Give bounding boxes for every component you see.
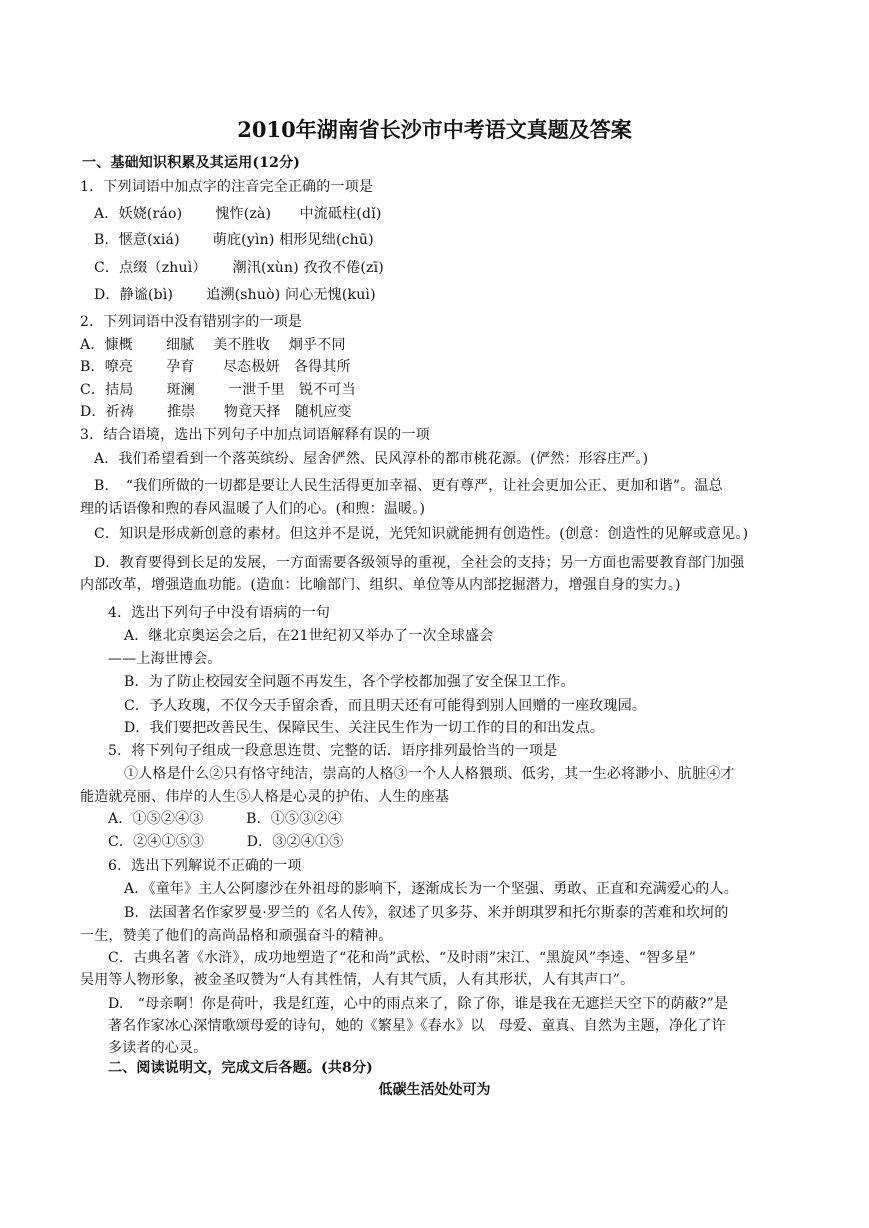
q6-option-d-line3: 多读者的心灵。 (108, 1040, 208, 1056)
q2-option-c: C．拮局 斑澜 一泄千里 锐不可当 (80, 382, 356, 398)
q6-option-d-line2: 著名作家冰心深情歌颂母爱的诗句，她的《繁星》《春水》以 母爱、童真、自然为主题，净化了许 (108, 1018, 726, 1034)
q5-options-ab: A．①⑤②④③ B．①⑤③②④ (108, 811, 342, 827)
q6-option-c-line1: C．古典名著《水浒》，成功地塑造了“花和尚”武松、“及时雨”宋江、“黑旋风”李逵、“智多星” (108, 950, 697, 966)
q4-option-a-line1: A．继北京奥运会之后，在21世纪初又举办了一次全球盛会 (124, 628, 494, 644)
q6-option-b-line1: B．法国著名作家罗曼·罗兰的《名人传》，叙述了贝多芬、米并朗琪罗和托尔斯泰的苦难和坎坷的 (124, 905, 729, 921)
q1-option-c: C．点缀（zhuì） 潮汛(xùn) 孜孜不倦(zī) (94, 260, 384, 276)
q3-option-b-line2: 理的话语像和煦的春风温暖了人们的心。(和煦：温暖。) (80, 501, 426, 517)
q6-option-a: A．《童年》主人公阿廖沙在外祖母的影响下，逐渐成长为一个坚强、勇敢、正直和充满爱心的人。 (124, 881, 738, 897)
section2-heading: 二、阅读说明文，完成文后各题。(共8分) (108, 1060, 373, 1076)
q2-stem: 2．下列词语中没有错别字的一项是 (80, 314, 303, 330)
q4-option-c: C．予人玫瑰，不仅今天手留余香，而且明天还有可能得到别人回赠的一座玫瑰园。 (124, 698, 647, 714)
article-title: 低碳生活处处可为 (378, 1082, 491, 1098)
q1-option-b: B．惬意(xiá) 萌庇(yìn) 相形见绌(chū) (94, 232, 374, 248)
q2-option-a: A．慷概 细腻 美不胜收 炯乎不同 (80, 337, 346, 353)
page-title: 2010年湖南省长沙市中考语文真题及答案 (237, 117, 632, 142)
q3-option-b-line1: B． “我们所做的一切都是要让人民生活得更加幸福、更有尊严，让社会更加公正、更加和谐”。温总 (94, 478, 723, 494)
q3-option-a: A．我们希望看到一个落英缤纷、屋舍俨然、民风淳朴的都市桃花源。(俨然：形容庄严。) (94, 451, 649, 467)
q6-option-d-line1: D. “母亲啊！你是荷叶，我是红莲，心中的雨点来了，除了你，谁是我在无遮拦天空下的荫蔽?”是 (108, 996, 729, 1012)
q3-stem: 3．结合语境，选出下列句子中加点词语解释有误的一项 (80, 427, 430, 443)
q4-option-b: B．为了防止校园安全问题不再发生，各个学校都加强了安全保卫工作。 (124, 674, 575, 690)
q4-option-a-line2: ——上海世博会。 (108, 651, 222, 667)
q4-option-d: D．我们要把改善民生、保障民生、关注民生作为一切工作的目的和出发点。 (124, 720, 605, 736)
q1-option-d: D．静谧(bì) 追溯(shuò) 问心无愧(kuì) (94, 287, 376, 303)
q5-text-line2: 能造就亮丽、伟岸的人生⑤人格是心灵的护佑、人生的座基 (80, 789, 450, 805)
q3-option-d-line2: 内部改革，增强造血功能。(造血：比喻部门、组织、单位等从内部挖掘潜力，增强自身的实力。) (80, 577, 681, 593)
q4-stem: 4．选出下列句子中没有语病的一句 (108, 605, 331, 621)
q6-stem: 6．选出下列解说不正确的一项 (108, 858, 302, 874)
section1-heading: 一、基础知识积累及其运用(12分) (82, 155, 301, 171)
q5-text-line1: ①人格是什么②只有恪守纯洁，崇高的人格③一个人人格猥琐、低劣，其一生必将渺小、肮脏④才 (124, 766, 735, 782)
q1-option-a: A．妖娆(ráo) 愧怍(zà) 中流砥柱(dǐ) (94, 206, 382, 222)
q3-option-c: C．知识是形成新创意的素材。但这并不是说，光凭知识就能拥有创造性。(创意：创造性的见解或意见。) (94, 526, 749, 542)
q1-stem: 1．下列词语中加点字的注音完全正确的一项是 (80, 179, 374, 195)
q3-option-d-line1: D．教育要得到长足的发展，一方面需要各级领导的重视，全社会的支持；另一方面也需要教育部门加强 (94, 555, 745, 571)
q6-option-b-line2: 一生，赞美了他们的高尚品格和顽强奋斗的精神。 (80, 928, 393, 944)
q2-option-b: B．嘹亮 孕育 尽态极妍 各得其所 (80, 359, 351, 375)
q2-option-d: D．祈祷 推崇 物竟天择 随机应变 (80, 404, 352, 420)
q6-option-c-line2: 吴用等人物形象，被金圣叹赞为“人有其性情，人有其气质，人有其形状，人有其声口”。 (80, 972, 635, 988)
q5-stem: 5．将下列句子组成一段意思连贯、完整的话．语序排列最恰当的一项是 (108, 743, 558, 759)
q5-options-cd: C．②④①⑤③ D．③②④①⑤ (108, 834, 344, 850)
